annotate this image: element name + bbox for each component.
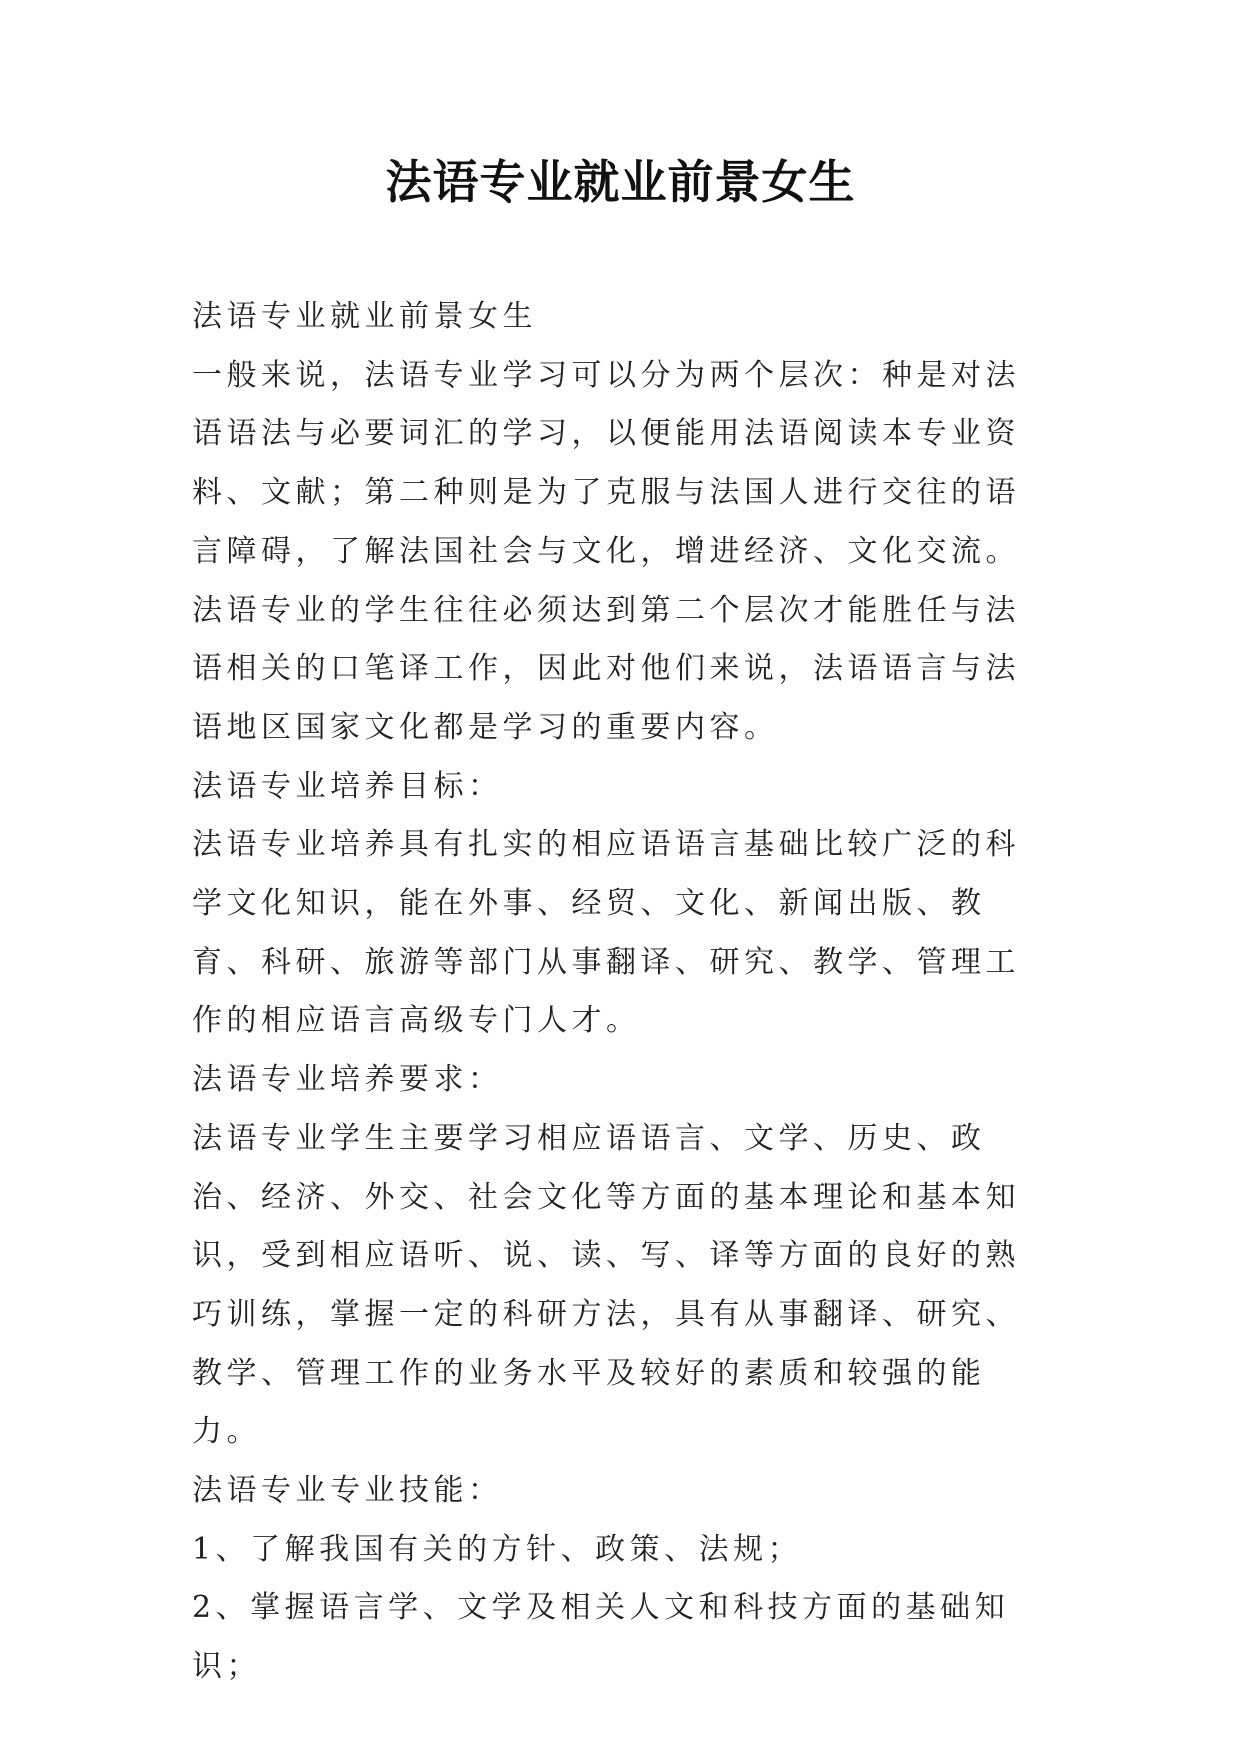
requirements-paragraph: 法语专业学生主要学习相应语语言、文学、历史、政治、经济、外交、社会文化等方面的基本理论和基本知识，受到相应语听、说、读、写、译等方面的良好的熟巧训练，掌握一定的科研方法，具有从事翻译、研究、教学、管理工作的业务水平及较好的素质和较强的能力。 xyxy=(192,1120,1020,1450)
section-heading-skills: 法语专业专业技能： xyxy=(192,1473,503,1509)
goals-paragraph: 法语专业培养具有扎实的相应语语言基础比较广泛的科学文化知识，能在外事、经贸、文化、新闻出版、教育、科研、旅游等部门从事翻译、研究、教学、管理工作的相应语言高级专门人才。 xyxy=(192,827,1020,1039)
skills-list-item: 2、掌握语言学、文学及相关人文和科技方面的基础知识； xyxy=(192,1590,1010,1685)
document-body xyxy=(192,288,1054,1697)
document-title: 法语专业就业前景女生 xyxy=(385,155,856,209)
intro-paragraph: 一般来说，法语专业学习可以分为两个层次：种是对法语语法与必要词汇的学习，以便能用法语阅读本专业资料、文献；第二种则是为了克服与法国人进行交往的语言障碍，了解法国社会与文化，增进经济、文化交流。法语专业的学生往往必须达到第二个层次才能胜任与法语相关的口笔译工作，因此对他们来说，法语语言与法语地区国家文化都是学习的重要内容。 xyxy=(192,357,1020,745)
skills-list-item: 1、了解我国有关的方针、政策、法规； xyxy=(192,1531,803,1567)
section-heading-requirements: 法语专业培养要求： xyxy=(192,1062,503,1098)
subtitle-paragraph: 法语专业就业前景女生 xyxy=(192,299,537,334)
section-heading-goals: 法语专业培养目标： xyxy=(192,768,503,804)
